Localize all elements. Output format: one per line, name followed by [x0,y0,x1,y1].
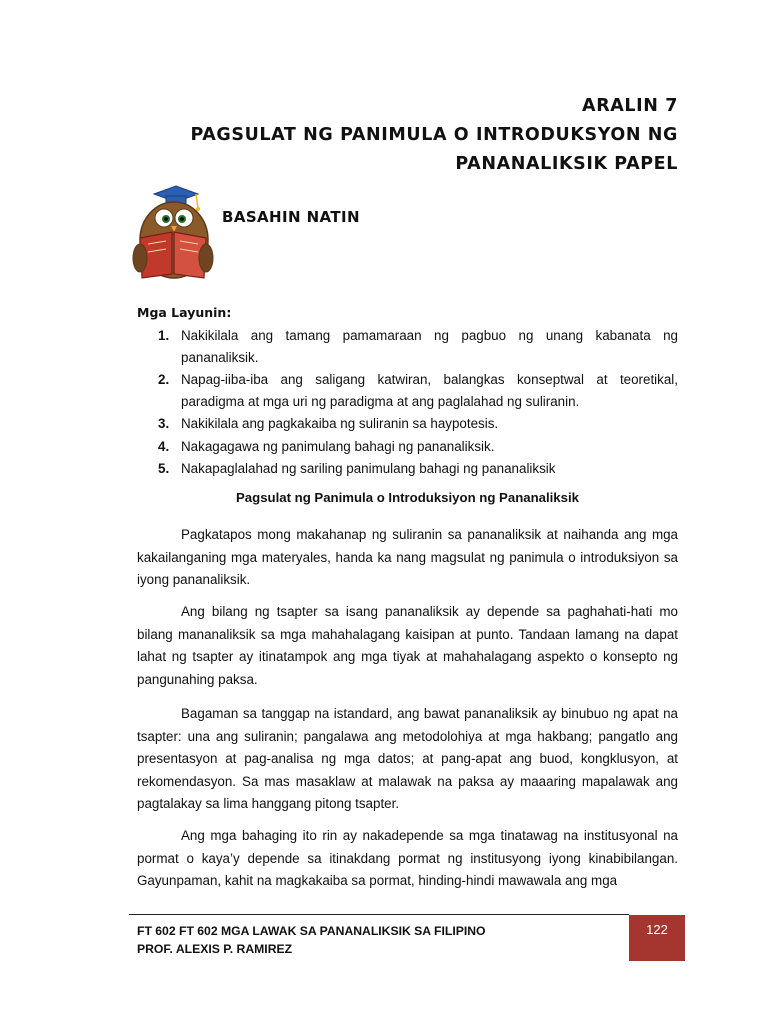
footer-professor: PROF. ALEXIS P. RAMIREZ [137,942,293,956]
lesson-title-line-2: PANANALIKSIK PAPEL [455,154,678,174]
objective-number: 2. [158,372,170,387]
body-paragraph-2: Ang bilang ng tsapter sa isang pananaliksik ay depende sa paghahati-hati mo bilang mananaliksik sa mga mahahalagang kaisipan at punto. Tandaan lamang na dapat lahat ng tsapter ay itinatampok ang mga tiyak at mahahalagang aspekto o konsepto ng pangunahing paksa. [137,604,678,687]
objective-text: Nakagagawa ng panimulang bahagi ng pananaliksik. [181,438,495,454]
footer-info [137,922,486,958]
page-number-badge: 122 [629,915,685,961]
owl-reading-book-icon [132,182,214,282]
objective-number: 1. [158,328,170,343]
objective-text: Nakapaglalahad ng sariling panimulang bahagi ng pananaliksik [181,461,556,476]
body-paragraph-1: Pagkatapos mong makahanap ng suliranin sa pananaliksik at naihanda ang mga kakailanganing mga materyales, handa ka nang magsulat ng panimula o introduksiyon sa iyong pananaliksik. [137,527,678,587]
objective-item [137,325,678,368]
objective-number: 3. [158,416,170,431]
objective-text: Napag-iiba-iba ang saligang katwiran, balangkas konseptwal at teoretikal, paradigma at mga uri ng paradigma at ang paglalahad ng suliranin. [181,372,678,409]
objective-item [137,436,678,458]
lesson-number: ARALIN 7 [582,96,678,116]
lesson-title-block [158,92,678,179]
objective-item [137,413,678,435]
objective-item [137,369,678,412]
objectives-heading: Mga Layunin: [137,305,232,320]
basahin-natin-heading: BASAHIN NATIN [222,208,360,226]
objective-text: Nakikilala ang tamang pamamaraan ng pagbuo ng unang kabanata ng pananaliksik. [181,328,678,365]
body-paragraph-3: Bagaman sa tanggap na istandard, ang bawat pananaliksik ay binubuo ng apat na tsapter: una ang suliranin; pangalawa ang metodolohiya at mga hakbang; pangatlo ang presentasyon at pag-analisa ng mga datos; at pang-apat ang buod, kongklusyon, at rekomendasyon. Sa mas masaklaw at malawak na paksa ay maaaring mapalawak ang pagtalakay sa lima hanggang pitong tsapter. [137,706,678,811]
objective-text: Nakikilala ang pagkakaiba ng suliranin sa haypotesis. [181,416,499,431]
body-paragraph-4: Ang mga bahaging ito rin ay nakadepende sa mga tinatawag na institusyonal na pormat o kaya’y depende sa itinakdang pormat ng institusyong iyong kinabibilangan. Gayunpaman, kahit na magkakaiba sa pormat, hinding-hindi mawawala ang mga [137,828,678,888]
objective-number: 5. [158,461,170,476]
objective-number: 4. [158,438,170,454]
objective-item [137,458,678,480]
footer-course: FT 602 FT 602 MGA LAWAK SA PANANALIKSIK SA FILIPINO [137,924,486,938]
footer-divider [129,914,629,915]
lesson-title-line-1: PAGSULAT NG PANIMULA O INTRODUKSYON NG [190,125,678,145]
objectives-list [137,325,678,481]
section-heading: Pagsulat ng Panimula o Introduksiyon ng Pananaliksik [236,490,579,505]
